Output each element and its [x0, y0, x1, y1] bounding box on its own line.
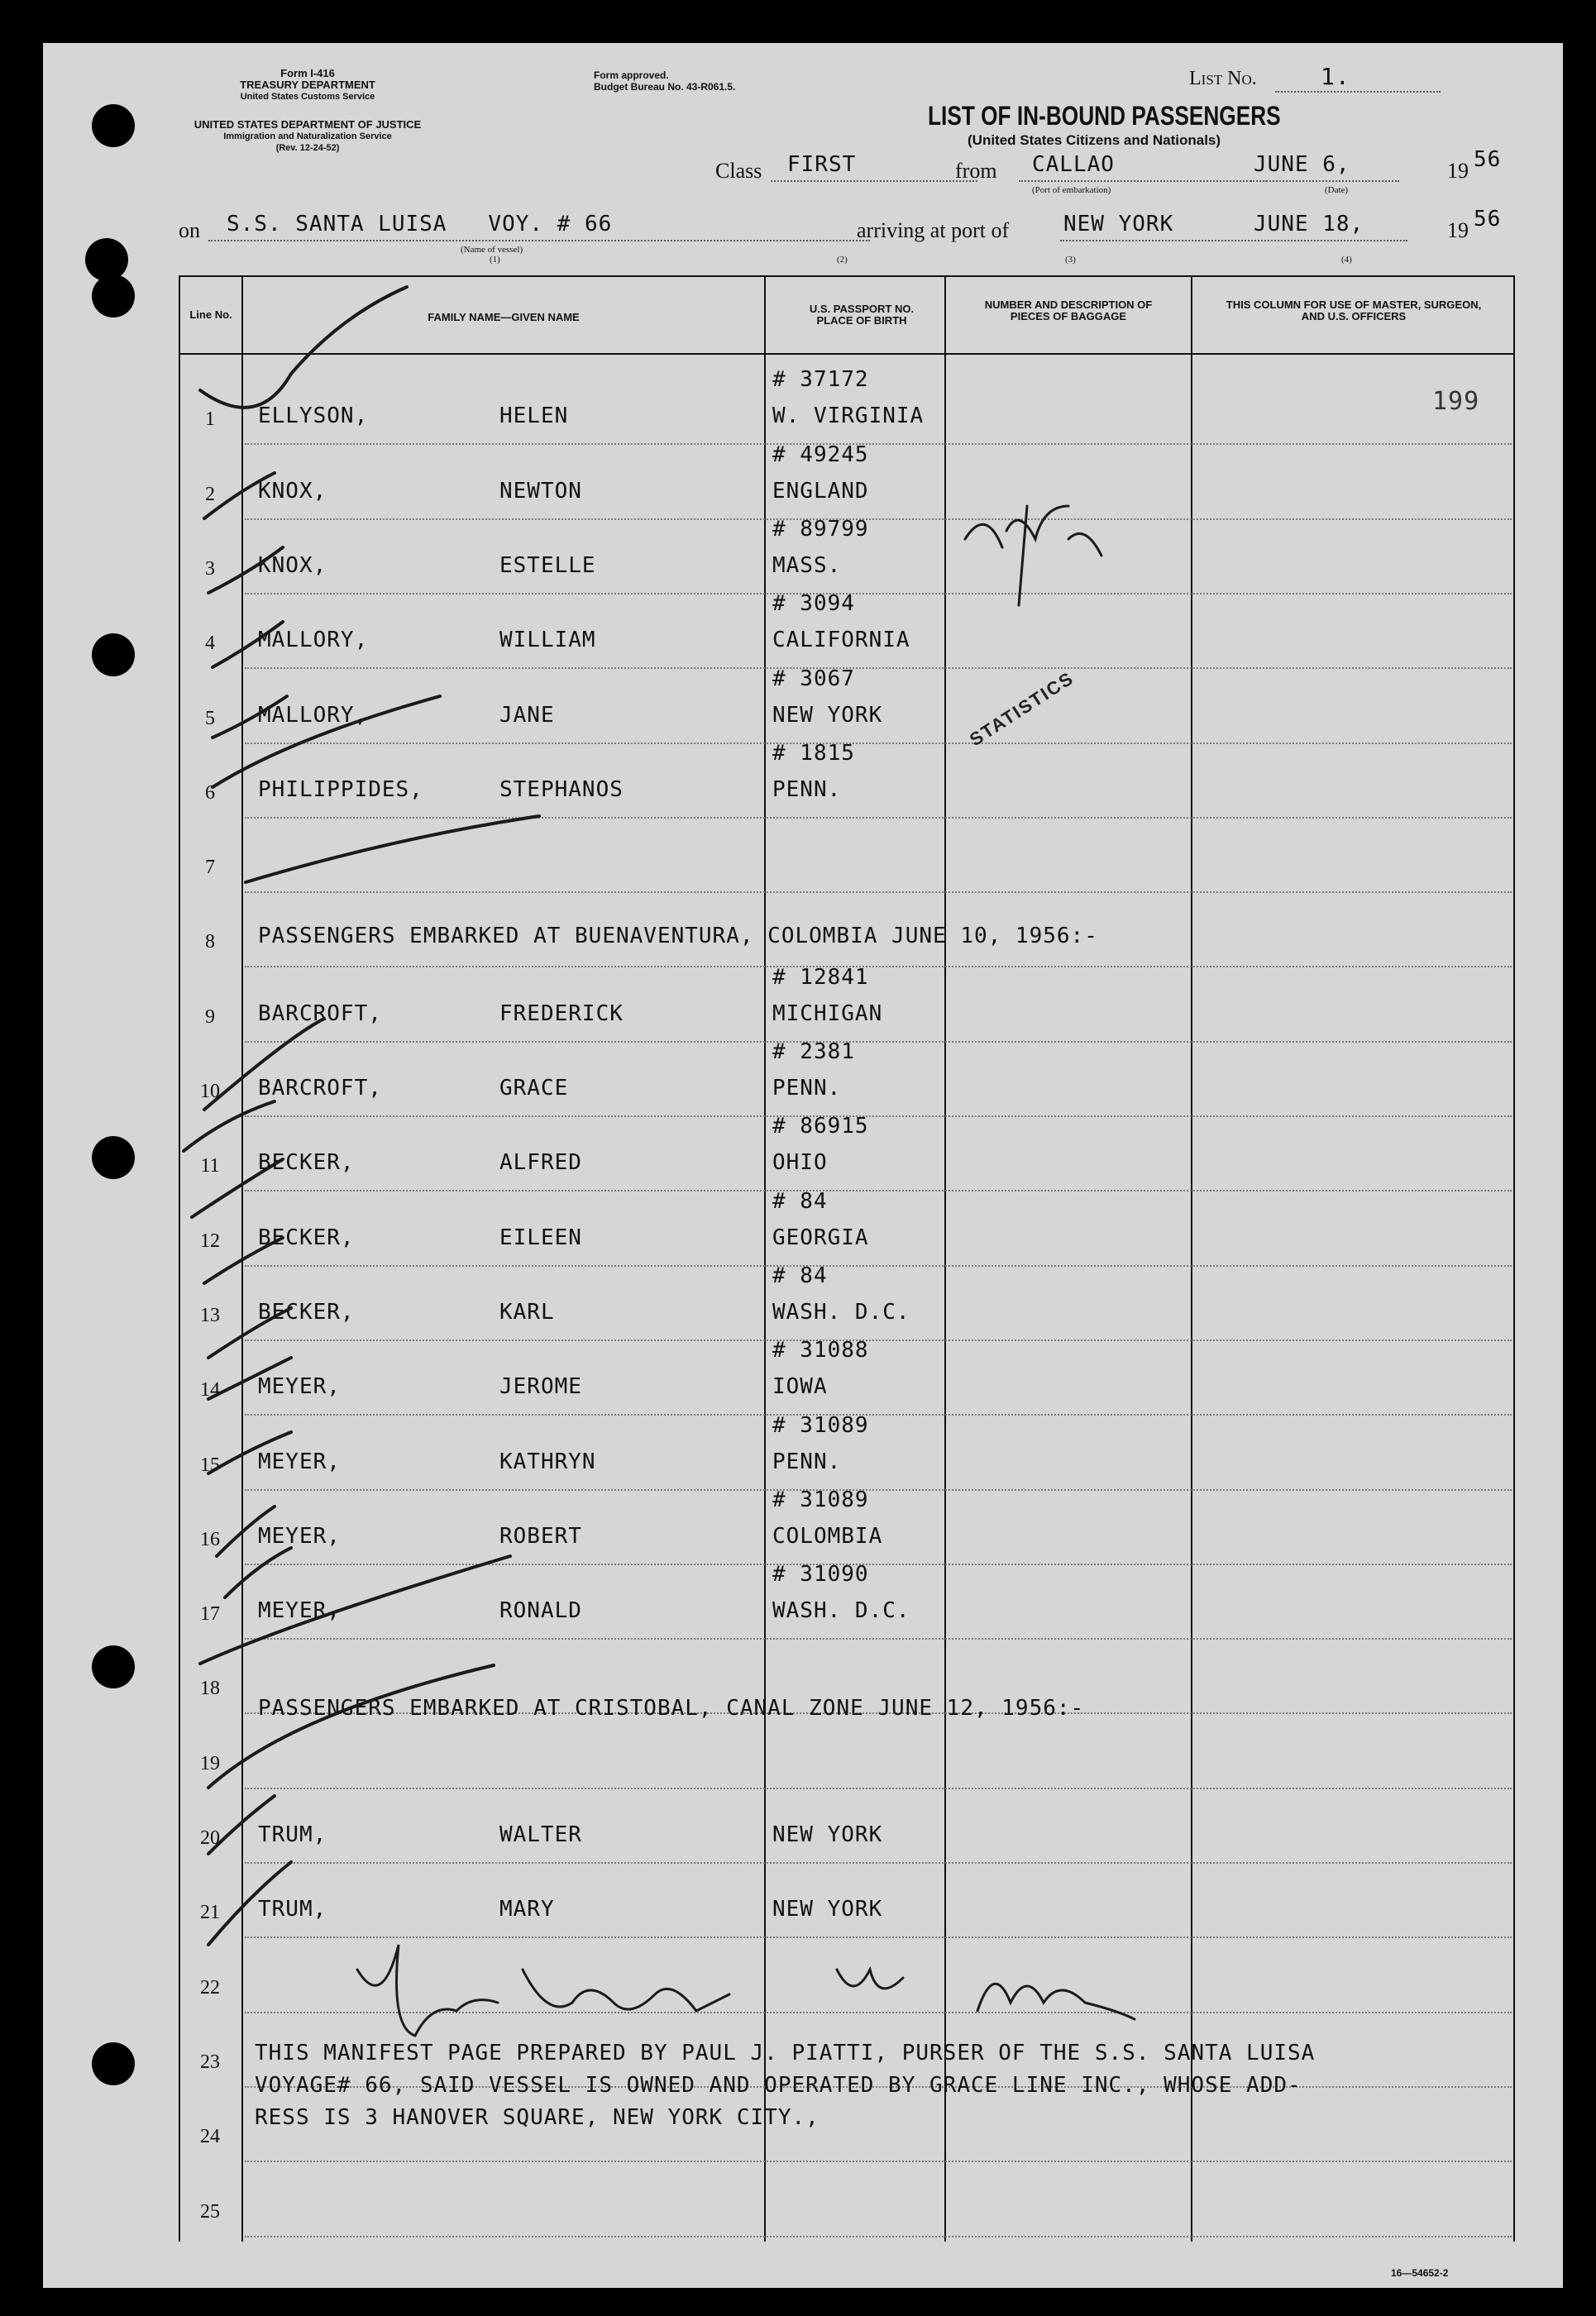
handwritten-initials [977, 1984, 1135, 2019]
passenger-passport-no: # 49245 [772, 442, 869, 467]
passenger-family-name: MEYER, [258, 1598, 341, 1624]
on-label: on [179, 218, 200, 242]
year-prefix-1: 19 [1447, 159, 1469, 183]
check-mark [208, 1796, 275, 1854]
check-mark [217, 1507, 275, 1556]
passenger-birthplace: NEW YORK [772, 702, 883, 728]
page-subtitle: (United States Citizens and Nationals) [968, 132, 1221, 148]
statistics-stamp: STATISTICS [965, 667, 1078, 751]
col-header-line: Line No. [189, 308, 232, 321]
class-value: FIRST [787, 152, 857, 177]
passenger-family-name: KNOX, [258, 478, 327, 504]
check-mark [208, 1665, 494, 1788]
line-number: 11 [200, 1155, 220, 1177]
check-mark [204, 1238, 283, 1283]
check-mark [208, 1358, 291, 1399]
line-number: 20 [200, 1827, 220, 1849]
check-mark [192, 1159, 283, 1217]
passenger-birthplace: WASH. D.C. [772, 1598, 910, 1624]
passenger-passport-no: # 31088 [772, 1338, 869, 1363]
port-caption: (Port of embarkation) [1032, 185, 1111, 195]
passenger-given-name: FREDERICK [499, 1000, 624, 1026]
check-mark [184, 1101, 275, 1151]
passenger-family-name: PHILIPPIDES, [258, 776, 423, 802]
check-mark [246, 816, 539, 882]
passenger-given-name: EILEEN [499, 1225, 582, 1250]
passenger-family-name: ELLYSON, [258, 404, 369, 429]
handwritten-signature [357, 1945, 498, 2036]
handwritten-signature [523, 1970, 729, 2011]
caption-1: (1) [490, 255, 500, 265]
passenger-birthplace: CALIFORNIA [772, 628, 910, 653]
check-mark [208, 1862, 291, 1945]
page-title: LIST OF IN-BOUND PASSENGERS [928, 101, 1281, 131]
passenger-family-name: MALLORY, [258, 628, 369, 653]
check-mark [204, 473, 275, 518]
passenger-given-name: ESTELLE [499, 552, 596, 578]
caption-2: (2) [837, 255, 848, 265]
check-mark [200, 1556, 510, 1664]
passenger-passport-no: # 37172 [772, 367, 869, 393]
handwritten-marks [43, 43, 1563, 2288]
passenger-passport-no: # 89799 [772, 516, 869, 542]
check-mark [208, 1432, 291, 1473]
binder-hole [92, 1136, 135, 1179]
line-number: 1 [205, 408, 215, 431]
passenger-passport-no: # 86915 [772, 1114, 869, 1139]
passenger-given-name: RONALD [499, 1598, 582, 1624]
binder-hole [92, 2042, 135, 2085]
manifest-page [43, 43, 1563, 2288]
check-mark [208, 1308, 291, 1358]
section-buenaventura: PASSENGERS EMBARKED AT BUENAVENTURA, COLOMBIA JUNE 10, 1956:- [258, 924, 1098, 948]
passenger-birthplace: PENN. [772, 776, 842, 802]
from-label: from [955, 159, 997, 183]
passenger-family-name: MEYER, [258, 1523, 341, 1549]
note-line-2: VOYAGE# 66, SAID VESSEL IS OWNED AND OPERATED BY GRACE LINE INC., WHOSE ADD- [255, 2073, 1302, 2098]
line-number: 17 [200, 1603, 220, 1626]
passenger-passport-no: # 31090 [772, 1562, 869, 1588]
passenger-birthplace: W. VIRGINIA [772, 404, 925, 429]
year-prefix-2: 19 [1447, 218, 1469, 242]
passenger-passport-no: # 84 [772, 1188, 828, 1214]
year-1: 56 [1474, 147, 1502, 172]
depart-date: JUNE 6, [1254, 152, 1350, 177]
form-approved: Form approved. [594, 69, 669, 81]
passenger-given-name: ALFRED [499, 1150, 582, 1176]
passenger-family-name: KNOX, [258, 552, 327, 578]
passenger-birthplace: NEW YORK [772, 1897, 883, 1922]
class-label: Class [715, 159, 762, 183]
line-number: 10 [200, 1081, 220, 1102]
passenger-given-name: HELEN [499, 404, 569, 429]
passenger-passport-no: # 84 [772, 1263, 828, 1288]
footer-code: 16—54652-2 [1391, 2267, 1449, 2279]
caption-4: (4) [1341, 255, 1352, 265]
passenger-birthplace: WASH. D.C. [772, 1299, 910, 1325]
passenger-family-name: MEYER, [258, 1374, 341, 1400]
passenger-birthplace: NEW YORK [772, 1822, 883, 1847]
passenger-birthplace: PENN. [772, 1076, 842, 1101]
note-line-3: RESS IS 3 HANOVER SQUARE, NEW YORK CITY., [255, 2105, 820, 2130]
justice-dept: UNITED STATES DEPARTMENT OF JUSTICE [194, 118, 422, 131]
vessel-caption: (Name of vessel) [461, 245, 523, 255]
passenger-passport-no: # 31089 [772, 1487, 869, 1512]
treasury-dept: TREASURY DEPARTMENT [240, 79, 375, 91]
passenger-family-name: TRUM, [258, 1897, 327, 1922]
line-number: 6 [205, 781, 215, 804]
line-number: 25 [200, 2200, 220, 2223]
caption-3: (3) [1065, 255, 1076, 265]
check-mark [213, 622, 283, 667]
passenger-family-name: MEYER, [258, 1449, 341, 1474]
handwritten-time [837, 1970, 903, 1989]
check-mark [208, 547, 283, 593]
passenger-passport-no: # 1815 [772, 740, 855, 766]
officer-number: 199 [1432, 387, 1480, 416]
passenger-birthplace: COLOMBIA [772, 1523, 883, 1549]
binder-hole [92, 633, 135, 676]
passenger-birthplace: MASS. [772, 552, 842, 578]
from-value: CALLAO [1032, 152, 1115, 177]
passenger-passport-no: # 2381 [772, 1039, 855, 1064]
passenger-passport-no: # 3094 [772, 591, 855, 617]
passenger-given-name: KATHRYN [499, 1449, 596, 1474]
line-number: 15 [200, 1454, 220, 1476]
binder-hole [92, 1645, 135, 1688]
note-line-1: THIS MANIFEST PAGE PREPARED BY PAUL J. PIATTI, PURSER OF THE S.S. SANTA LUISA [255, 2041, 1316, 2065]
check-mark [213, 696, 440, 787]
line-number: 18 [200, 1678, 220, 1700]
passenger-family-name: BARCROFT, [258, 1076, 382, 1101]
passenger-birthplace: MICHIGAN [772, 1000, 883, 1026]
passenger-family-name: TRUM, [258, 1822, 327, 1847]
passenger-given-name: JEROME [499, 1374, 582, 1400]
budget-bureau: Budget Bureau No. 43-R061.5. [594, 81, 736, 93]
check-mark [204, 1019, 324, 1110]
line-number: 14 [200, 1379, 220, 1402]
passenger-family-name: BECKER, [258, 1299, 355, 1325]
revision: (Rev. 12-24-52) [275, 143, 340, 153]
form-number: Form I-416 [280, 67, 335, 79]
passenger-given-name: NEWTON [499, 478, 582, 504]
year-2: 56 [1474, 207, 1502, 232]
line-number: 22 [200, 1976, 220, 1998]
line-number: 19 [200, 1752, 220, 1774]
passenger-birthplace: GEORGIA [772, 1225, 869, 1250]
passenger-birthplace: IOWA [772, 1374, 828, 1400]
line-number: 3 [205, 557, 215, 580]
arriving-label: arriving at port of [857, 218, 1010, 242]
binder-hole [92, 275, 135, 318]
passenger-family-name: MALLORY, [258, 702, 369, 728]
passenger-birthplace: ENGLAND [772, 478, 869, 504]
line-number: 4 [205, 633, 215, 655]
col-header-name: FAMILY NAME—GIVEN NAME [428, 311, 580, 323]
passenger-given-name: WILLIAM [499, 628, 596, 653]
passenger-given-name: ROBERT [499, 1523, 582, 1549]
col-header-baggage: NUMBER AND DESCRIPTION OF PIECES OF BAGGAGE [984, 298, 1153, 322]
line-number: 7 [205, 857, 215, 879]
section-cristobal: PASSENGERS EMBARKED AT CRISTOBAL, CANAL ZONE JUNE 12, 1956:- [258, 1696, 1085, 1721]
vessel-name: S.S. SANTA LUISA VOY. # 66 [227, 212, 613, 236]
arrival-port: NEW YORK [1063, 212, 1174, 236]
check-mark [225, 1548, 291, 1597]
passenger-passport-no: # 12841 [772, 964, 869, 990]
check-mark [200, 287, 407, 408]
line-number: 23 [200, 2051, 220, 2073]
list-label: List No. [1189, 68, 1257, 89]
line-number: 9 [205, 1005, 215, 1028]
ins-service: Immigration and Naturalization Service [223, 131, 392, 141]
line-number: 13 [200, 1304, 220, 1326]
passenger-given-name: KARL [499, 1299, 555, 1325]
passenger-family-name: BARCROFT, [258, 1000, 382, 1026]
col-header-officers: THIS COLUMN FOR USE OF MASTER, SURGEON, AND U.S. OFFICERS [1226, 298, 1482, 322]
check-mark [213, 696, 287, 738]
col-header-passport: U.S. PASSPORT NO. PLACE OF BIRTH [809, 303, 915, 327]
handwritten-initials [965, 506, 1101, 605]
passenger-given-name: WALTER [499, 1822, 582, 1847]
customs-service: United States Customs Service [240, 92, 375, 102]
line-number: 24 [200, 2126, 220, 2148]
binder-hole [92, 104, 135, 147]
line-number: 8 [205, 931, 215, 953]
passenger-birthplace: OHIO [772, 1150, 828, 1176]
line-number: 5 [205, 707, 215, 729]
date-caption: (Date) [1325, 185, 1349, 195]
line-number: 21 [200, 1902, 220, 1924]
line-number: 2 [205, 483, 215, 505]
passenger-given-name: MARY [499, 1897, 555, 1922]
passenger-passport-no: # 31089 [772, 1412, 869, 1438]
passenger-family-name: BECKER, [258, 1225, 355, 1250]
passenger-family-name: BECKER, [258, 1150, 355, 1176]
list-no: 1. [1321, 63, 1350, 90]
passenger-given-name: STEPHANOS [499, 776, 624, 802]
passenger-given-name: JANE [499, 702, 555, 728]
passenger-given-name: GRACE [499, 1076, 569, 1101]
line-number: 12 [200, 1230, 220, 1252]
passenger-birthplace: PENN. [772, 1449, 842, 1474]
line-number: 16 [200, 1528, 220, 1550]
passenger-passport-no: # 3067 [772, 666, 855, 691]
arrival-date: JUNE 18, [1254, 212, 1364, 236]
